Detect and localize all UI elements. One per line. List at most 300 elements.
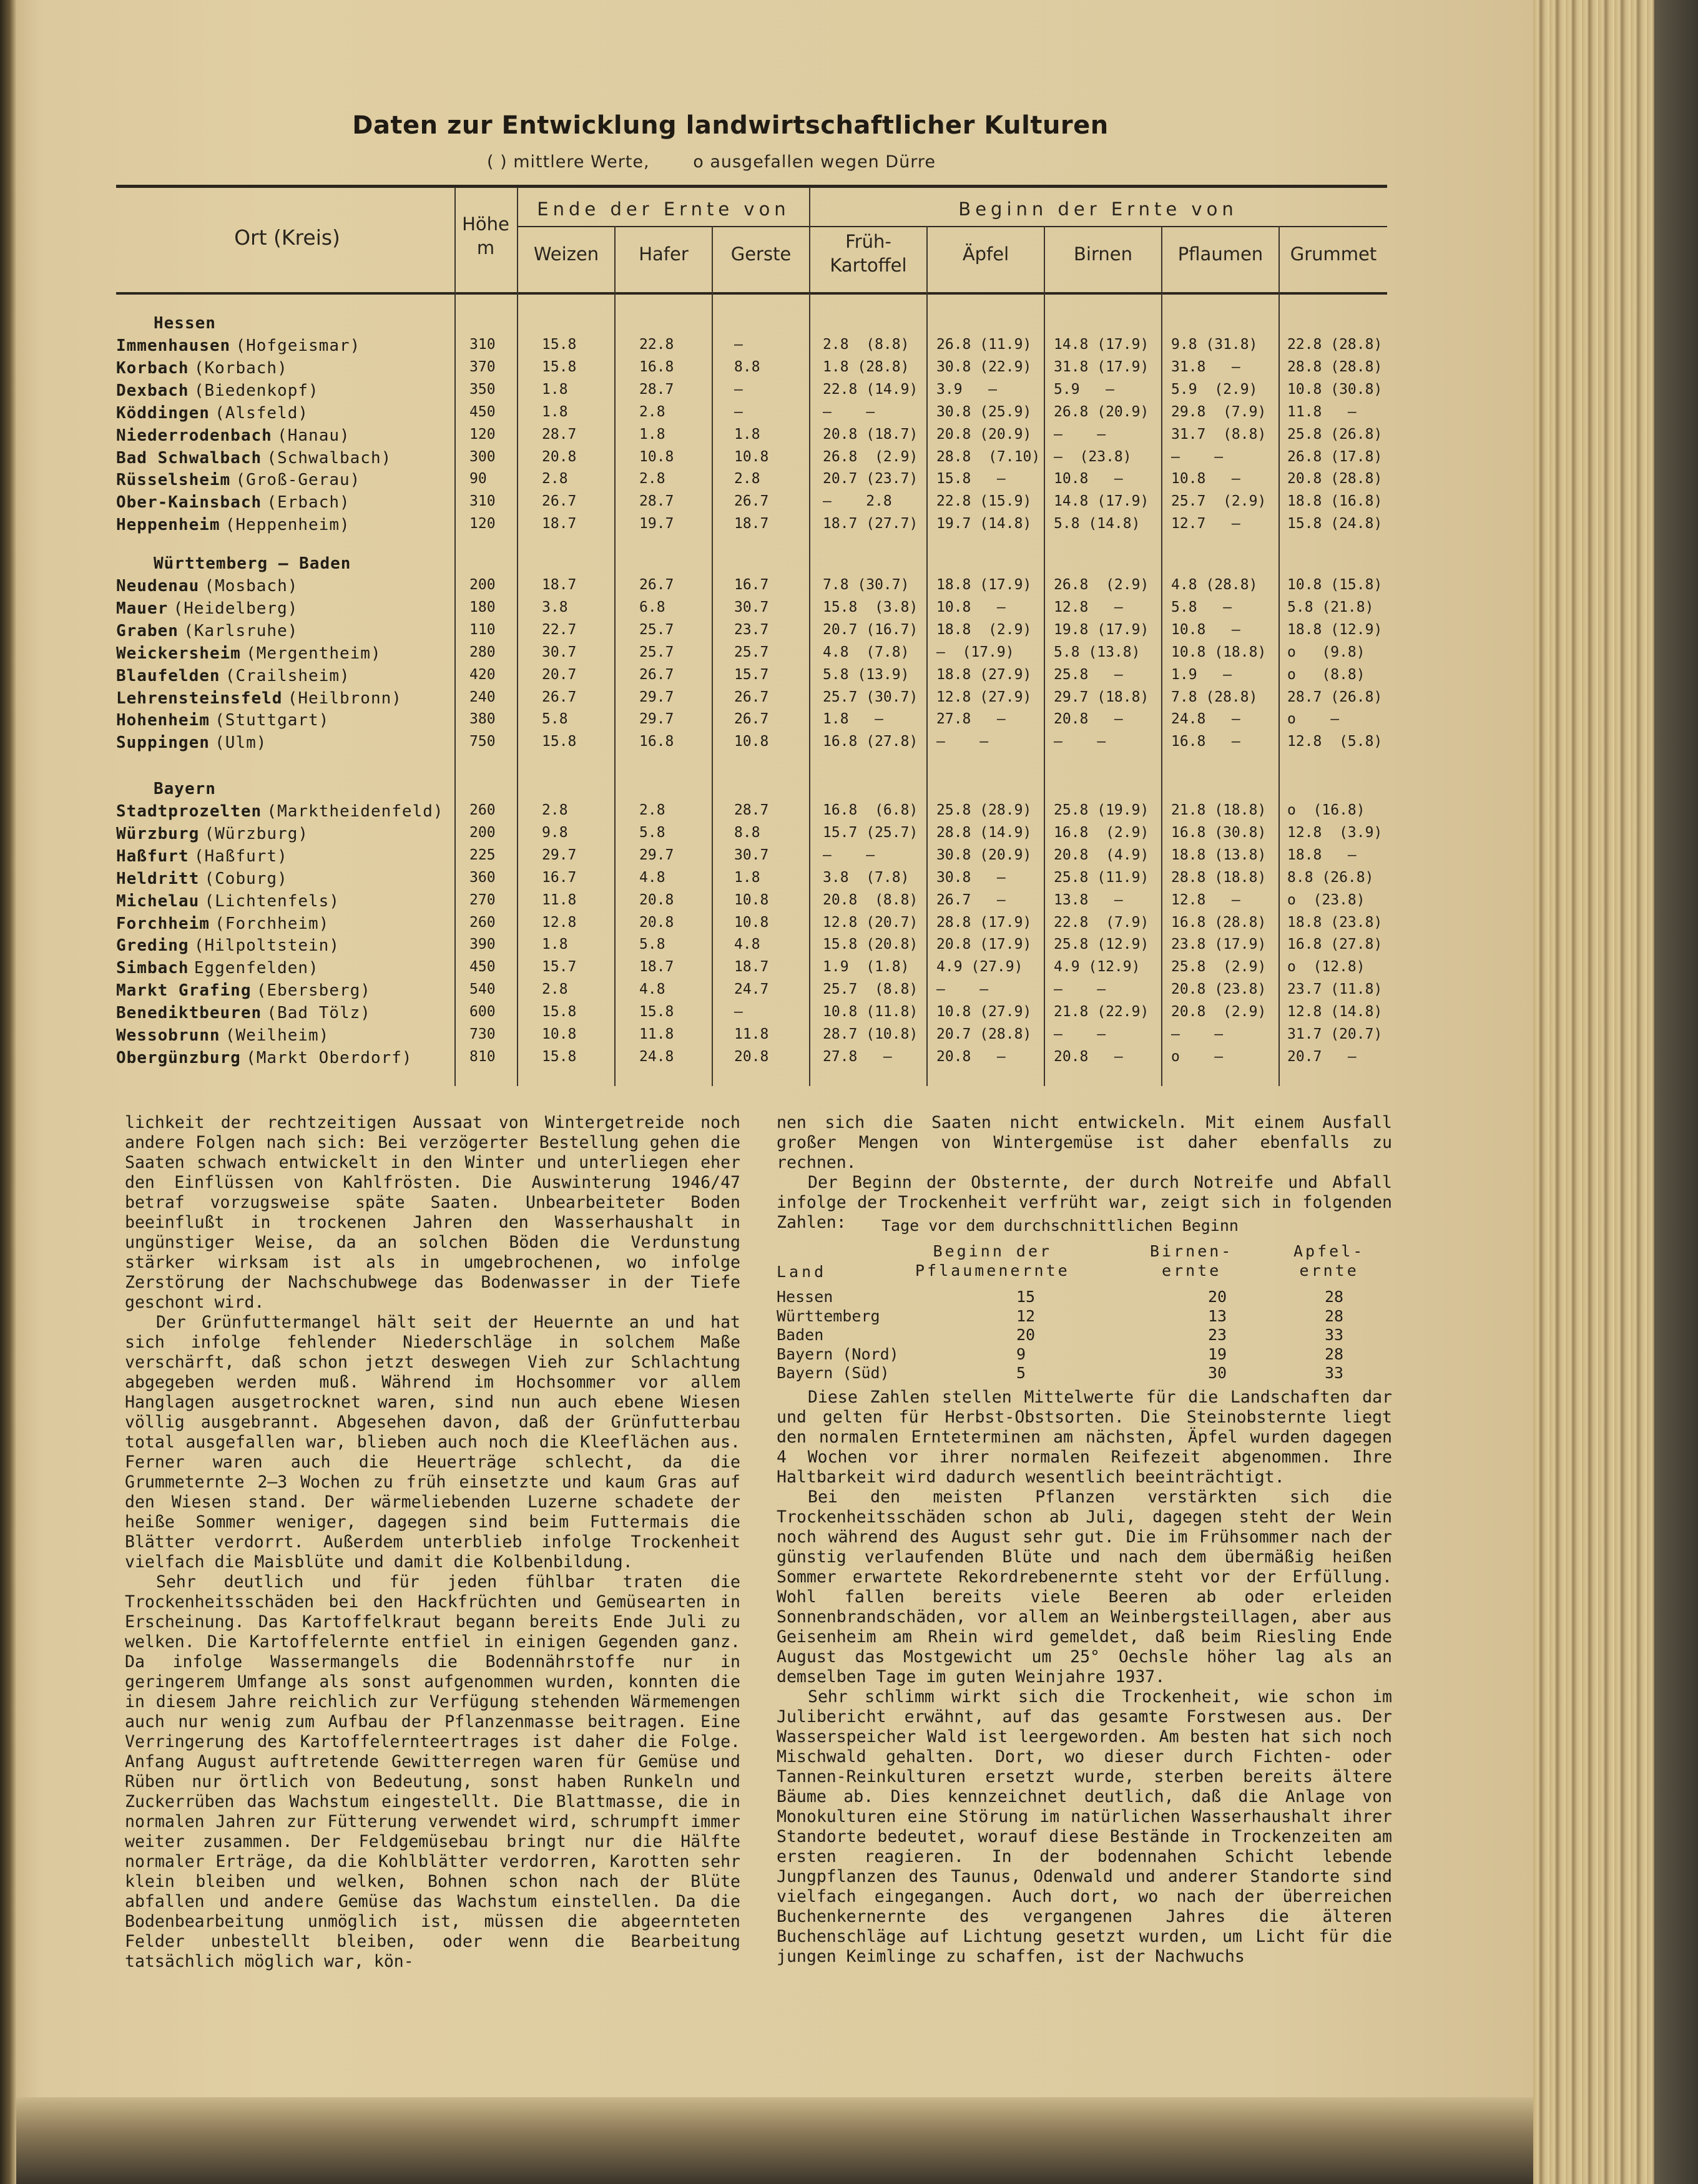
cell-ha: 29.7 <box>639 688 674 705</box>
cell-w: 10.8 <box>542 1026 577 1042</box>
row-place <box>116 426 350 445</box>
cell-fk: — 2.8 <box>823 493 892 510</box>
cell-gr: o (23.8) <box>1287 891 1365 908</box>
cell-fk: 20.7 (16.7) <box>823 621 918 638</box>
mini-table-header-land: Land <box>777 1263 827 1281</box>
header-col-fruehkartoffel-label: Früh- Kartoffel <box>830 231 907 276</box>
row-place-name: Würzburg <box>116 824 200 843</box>
cell-a: 30.8 (22.9) <box>936 358 1032 375</box>
cell-a: 10.8 — <box>936 599 1006 615</box>
mini-cell-v1: 12 <box>1016 1306 1036 1325</box>
cell-g: 11.8 <box>734 1026 769 1042</box>
cell-w: 1.8 <box>542 381 568 398</box>
cell-w: 12.8 <box>542 914 577 931</box>
cell-b: 22.8 (7.9) <box>1054 914 1149 931</box>
row-place <box>116 359 288 378</box>
cell-w: 9.8 <box>542 824 568 841</box>
cell-h: 300 <box>469 448 496 465</box>
mini-cell-v1: 9 <box>1016 1344 1026 1363</box>
row-place <box>116 599 298 618</box>
cell-w: 28.7 <box>542 426 577 443</box>
cell-g: 23.7 <box>734 621 769 638</box>
header-height-label: Höhe m <box>462 213 509 258</box>
mini-cell-land: Baden <box>777 1326 824 1344</box>
cell-b: 25.8 (12.9) <box>1054 936 1149 953</box>
row-place <box>116 667 350 685</box>
cell-gr: 20.8 (28.8) <box>1287 471 1383 487</box>
cell-h: 350 <box>469 381 496 398</box>
row-place <box>116 869 288 888</box>
cell-b: 14.8 (17.9) <box>1054 336 1149 353</box>
cell-a: — — <box>936 981 989 998</box>
cell-a: 19.7 (14.8) <box>936 516 1032 532</box>
cell-w: 18.7 <box>542 516 577 532</box>
cell-b: 26.8 (20.9) <box>1054 403 1149 420</box>
row-place <box>116 1049 413 1067</box>
cell-ha: 25.7 <box>639 621 674 638</box>
cell-p: 20.8 (23.8) <box>1171 981 1267 998</box>
cell-g: 26.7 <box>734 688 769 705</box>
cell-ha: 19.7 <box>639 516 674 532</box>
mini-cell-land: Bayern (Nord) <box>777 1344 899 1363</box>
row-place <box>116 825 308 843</box>
cell-gr: 10.8 (15.8) <box>1287 577 1383 593</box>
cell-gr: 25.8 (26.8) <box>1287 426 1383 443</box>
mini-table-header-birnen <box>1150 1241 1233 1280</box>
cell-h: 810 <box>469 1048 496 1065</box>
mini-table-header-birnen-label: Birnen- ernte <box>1150 1242 1234 1280</box>
cell-p: 7.8 (28.8) <box>1171 688 1258 705</box>
row-place-name: Dexbach <box>116 381 189 400</box>
paragraph: Der Grünfuttermangel hält seit der Heuernte an und hat sich infolge fehlender Niederschläge in solchem Maße verschärft, daß schon jetzt deswegen Vieh zur Schlachtung abgegeben werden muß. Während im Hochsommer vor allem Hanglagen ausgetrocknet waren, sind nun auch ebene Wiesen völlig ausgebrannt. Abgesehen davon, daß der Grünfutterbau total ausgefallen war, blieben auch noch die Kleeflächen aus. Ferner waren auch die Heuerträge schlecht, da die Grummeternte 2—3 Wochen zu früh einsetzte und kaum Gras auf den Wiesen stand. Der wärmeliebenden Luzerne schadete der heiße Sommer weniger, dagegen sind beim Futtermais die Blätter verdorrt. Außerdem unterblieb infolge Trockenheit vielfach die Maisblüte und damit die Kolbenbildung. <box>125 1313 740 1572</box>
row-place <box>116 802 444 821</box>
cell-a: 10.8 (27.9) <box>936 1004 1032 1021</box>
cell-ha: 26.7 <box>639 666 674 683</box>
cell-h: 420 <box>469 666 496 683</box>
column-divider <box>1161 226 1162 1086</box>
cell-w: 26.7 <box>542 493 577 510</box>
cell-ha: 24.8 <box>639 1048 674 1065</box>
cell-h: 200 <box>469 824 496 841</box>
cell-p: 29.8 (7.9) <box>1171 403 1267 420</box>
table-header-rule <box>116 292 1387 295</box>
row-place <box>116 689 402 708</box>
cell-w: 5.8 <box>542 711 568 728</box>
row-place-kreis: (Markt Oberdorf) <box>246 1048 413 1067</box>
cell-fk: — — <box>823 846 875 863</box>
cell-w: 26.7 <box>542 688 577 705</box>
cell-ha: 20.8 <box>639 914 674 931</box>
row-place-kreis: (Alsfeld) <box>215 403 309 423</box>
header-col-grummet: Grummet <box>1290 243 1377 265</box>
cell-a: 20.8 (17.9) <box>936 936 1032 953</box>
cell-g: 30.7 <box>734 846 769 863</box>
row-place-name: Köddingen <box>116 403 210 423</box>
row-place-name: Mauer <box>116 599 169 618</box>
cell-gr: 18.8 (23.8) <box>1287 914 1383 931</box>
header-col-pflaumen: Pflaumen <box>1177 243 1264 265</box>
row-place-name: Rüsselsheim <box>116 471 231 490</box>
row-place-name: Bad Schwalbach <box>116 448 262 468</box>
cell-w: 11.8 <box>542 891 577 908</box>
cell-gr: 22.8 (28.8) <box>1287 336 1383 353</box>
row-place-name: Michelau <box>116 891 200 911</box>
row-place-name: Simbach <box>116 959 189 978</box>
cell-fk: 22.8 (14.9) <box>823 381 918 398</box>
column-divider <box>712 226 713 1086</box>
cell-fk: 4.8 (7.8) <box>823 644 910 660</box>
row-place <box>116 622 298 640</box>
cell-h: 730 <box>469 1026 496 1042</box>
cell-h: 310 <box>469 336 496 353</box>
row-place-name: Greding <box>116 936 189 956</box>
region-heading: Hessen <box>154 314 216 333</box>
cell-h: 260 <box>469 802 496 818</box>
row-place-name: Benediktbeuren <box>116 1004 262 1023</box>
row-place-kreis: (Heidelberg) <box>173 599 298 618</box>
cell-p: 25.7 (2.9) <box>1171 493 1267 510</box>
cell-a: 4.9 (27.9) <box>936 959 1023 976</box>
row-place-kreis: (Crailsheim) <box>225 666 350 685</box>
book-cover-edge <box>1654 0 1698 2184</box>
row-place-kreis: (Groß-Gerau) <box>235 471 361 490</box>
row-place-kreis: (Hanau) <box>277 426 350 445</box>
cell-fk: — — <box>823 403 875 420</box>
cell-p: 25.8 (2.9) <box>1171 959 1267 976</box>
cell-ha: 26.7 <box>639 577 674 593</box>
cell-g: 25.7 <box>734 644 769 660</box>
header-col-birnen: Birnen <box>1074 243 1132 265</box>
cell-gr: 18.8 — <box>1287 846 1357 863</box>
cell-p: o — <box>1171 1048 1224 1065</box>
cell-h: 90 <box>469 471 487 487</box>
cell-h: 280 <box>469 644 496 660</box>
page-subtitle <box>487 152 973 172</box>
mini-table-header-pflaumen <box>915 1241 1070 1280</box>
cell-gr: 15.8 (24.8) <box>1287 516 1383 532</box>
cell-p: 12.7 — <box>1171 516 1240 532</box>
cell-h: 120 <box>469 426 496 443</box>
cell-p: 31.8 — <box>1171 358 1240 375</box>
row-place-name: Obergünzburg <box>116 1048 241 1067</box>
header-col-hafer: Hafer <box>639 243 689 265</box>
legend-note-failed: o ausgefallen wegen Dürre <box>693 152 936 172</box>
row-place-name: Blaufelden <box>116 666 220 685</box>
region-heading: Bayern <box>154 780 216 798</box>
row-place-kreis: (Haßfurt) <box>194 846 288 866</box>
cell-h: 260 <box>469 914 496 931</box>
header-col-weizen: Weizen <box>533 243 599 265</box>
cell-w: 15.8 <box>542 1048 577 1065</box>
page-bottom-edge <box>16 2097 1533 2184</box>
mini-table-header-apfel <box>1293 1241 1365 1280</box>
cell-p: 4.8 (28.8) <box>1171 577 1258 593</box>
row-place-name: Haßfurt <box>116 846 189 866</box>
cell-ha: 25.7 <box>639 644 674 660</box>
cell-b: 25.8 (11.9) <box>1054 869 1149 886</box>
cell-g: 30.7 <box>734 599 769 615</box>
cell-p: 16.8 (30.8) <box>1171 824 1267 841</box>
cell-a: 27.8 — <box>936 711 1006 728</box>
header-col-aepfel: Äpfel <box>962 243 1009 265</box>
header-begin-group: Beginn der Ernte von <box>958 198 1238 220</box>
row-place <box>116 914 329 933</box>
cell-h: 370 <box>469 358 496 375</box>
row-place-name: Hohenheim <box>116 711 210 730</box>
column-divider <box>614 226 616 1086</box>
cell-gr: 20.7 — <box>1287 1048 1357 1065</box>
cell-gr: 12.8 (3.9) <box>1287 824 1383 841</box>
row-place-kreis: (Ebersberg) <box>256 981 371 1001</box>
row-place-name: Stadtprozelten <box>116 802 262 821</box>
mini-cell-land: Hessen <box>777 1288 833 1306</box>
column-divider <box>926 226 928 1086</box>
cell-b: 19.8 (17.9) <box>1054 621 1149 638</box>
cell-ha: 15.8 <box>639 1004 674 1021</box>
cell-h: 450 <box>469 959 496 976</box>
cell-a: — (17.9) <box>936 644 1014 660</box>
cell-g: 10.8 <box>734 891 769 908</box>
cell-w: 15.7 <box>542 959 577 976</box>
row-place <box>116 936 340 955</box>
cell-ha: 2.8 <box>639 403 665 420</box>
cell-a: 18.8 (17.9) <box>936 577 1032 593</box>
row-place-name: Heldritt <box>116 869 200 888</box>
cell-a: 30.8 (25.9) <box>936 403 1032 420</box>
row-place <box>116 981 371 1000</box>
cell-gr: 18.8 (16.8) <box>1287 493 1383 510</box>
cell-g: 16.7 <box>734 577 769 593</box>
cell-gr: 10.8 (30.8) <box>1287 381 1383 398</box>
cell-w: 2.8 <box>542 471 568 487</box>
cell-b: 4.9 (12.9) <box>1054 959 1141 976</box>
row-place <box>116 733 267 752</box>
header-height <box>456 212 516 260</box>
cell-ha: 29.7 <box>639 846 674 863</box>
cell-fk: 1.8 (28.8) <box>823 358 910 375</box>
cell-gr: 18.8 (12.9) <box>1287 621 1383 638</box>
mini-table-header-pflaumen-label: Beginn der Pflaumenernte <box>915 1242 1070 1280</box>
mini-cell-v1: 20 <box>1016 1326 1036 1344</box>
legend-note-mean: ( ) mittlere Werte, <box>487 152 650 172</box>
cell-b: 5.8 (14.8) <box>1054 516 1141 532</box>
cell-g: 18.7 <box>734 516 769 532</box>
page-title: Daten zur Entwicklung landwirtschaftlicher Kulturen <box>352 111 1109 140</box>
row-place-name: Neudenau <box>116 577 200 595</box>
cell-b: — — <box>1054 426 1106 443</box>
cell-h: 360 <box>469 869 496 886</box>
cell-fk: 5.8 (13.9) <box>823 666 910 683</box>
cell-ha: 28.7 <box>639 493 674 510</box>
cell-a: 12.8 (27.9) <box>936 688 1032 705</box>
cell-b: 31.8 (17.9) <box>1054 358 1149 375</box>
row-place-kreis: (Würzburg) <box>204 824 309 843</box>
cell-h: 540 <box>469 981 496 998</box>
row-place-name: Lehrensteinsfeld <box>116 688 283 708</box>
paragraph: Bei den meisten Pflanzen verstärkten sich die Trockenheitsschäden schon ab Juli, dagegen steht der Wein noch während des August sehr gut. Die im Frühsommer nach der günstig verlaufenden Blüte und nach dem übermäßig heißen Sommer erwartete Rekordrebenernte steht vor der Erfüllung. Wohl fallen bereits viele Beeren ab oder erleiden Sonnenbrandschäden, vor allem an Weinbergsteillagen, aber aus Geisenheim am Rhein wird gemeldet, daß beim Riesling Ende August das Mostgewicht um 25° Oechsle höher lag als an demselben Tage im guten Weinjahre 1937. <box>777 1487 1392 1687</box>
cell-g: 10.8 <box>734 733 769 750</box>
mini-cell-v3: 33 <box>1325 1364 1344 1382</box>
cell-h: 750 <box>469 733 496 750</box>
cell-p: 5.8 — <box>1171 599 1232 615</box>
cell-fk: 3.8 (7.8) <box>823 869 910 886</box>
cell-g: — <box>734 336 743 353</box>
cell-h: 600 <box>469 1004 496 1021</box>
row-place-kreis: (Forchheim) <box>215 914 330 933</box>
cell-gr: o (16.8) <box>1287 802 1365 818</box>
cell-fk: 16.8 (6.8) <box>823 802 918 818</box>
column-divider <box>1278 226 1280 1086</box>
end-group-rule <box>518 226 809 227</box>
cell-p: 10.8 — <box>1171 471 1240 487</box>
cell-w: 3.8 <box>542 599 568 615</box>
row-place <box>116 1004 371 1022</box>
row-place-name: Niederrodenbach <box>116 426 272 445</box>
cell-fk: 12.8 (20.7) <box>823 914 918 931</box>
cell-fk: 7.8 (30.7) <box>823 577 910 593</box>
cell-b: — (23.8) <box>1054 448 1132 465</box>
paragraph: Diese Zahlen stellen Mittelwerte für die Landschaften dar und gelten für Herbst-Obstsorten. Die Steinobsternte liegt den normalen Ernteterminen am nächsten, Äpfel wurden dagegen 4 Wochen vor ihrer normalen Reifezeit abgenommen. Ihre Haltbarkeit wird dadurch wesentlich beeinträchtigt. <box>777 1388 1392 1487</box>
cell-g: 18.7 <box>734 959 769 976</box>
row-place-name: Immenhausen <box>116 336 231 355</box>
cell-g: 26.7 <box>734 711 769 728</box>
row-place <box>116 711 329 730</box>
cell-g: 20.8 <box>734 1048 769 1065</box>
cell-gr: 12.8 (5.8) <box>1287 733 1383 750</box>
cell-fk: 1.8 — <box>823 711 883 728</box>
row-place-name: Wessobrunn <box>116 1026 220 1045</box>
row-place-kreis: (Korbach) <box>194 358 288 378</box>
region-heading: Württemberg — Baden <box>154 554 351 573</box>
cell-b: 16.8 (2.9) <box>1054 824 1149 841</box>
cell-fk: 2.8 (8.8) <box>823 336 910 353</box>
cell-gr: 31.7 (20.7) <box>1287 1026 1383 1042</box>
cell-b: 14.8 (17.9) <box>1054 493 1149 510</box>
cell-gr: o (8.8) <box>1287 666 1365 683</box>
cell-b: 12.8 — <box>1054 599 1123 615</box>
cell-fk: 15.8 (3.8) <box>823 599 918 615</box>
row-place-kreis: (Lichtenfels) <box>204 891 340 911</box>
cell-b: — — <box>1054 733 1106 750</box>
cell-p: 10.8 (18.8) <box>1171 644 1267 660</box>
cell-gr: 12.8 (14.8) <box>1287 1004 1383 1021</box>
row-place-name: Suppingen <box>116 733 210 753</box>
cell-gr: o (9.8) <box>1287 644 1365 660</box>
cell-a: 26.8 (11.9) <box>936 336 1032 353</box>
cell-ha: 6.8 <box>639 599 665 615</box>
cell-p: 23.8 (17.9) <box>1171 936 1267 953</box>
cell-a: 20.8 (20.9) <box>936 426 1032 443</box>
column-divider <box>809 187 810 1086</box>
cell-w: 1.8 <box>542 403 568 420</box>
column-divider <box>454 187 456 1086</box>
row-place <box>116 449 391 468</box>
cell-h: 310 <box>469 493 496 510</box>
row-place <box>116 404 308 423</box>
cell-h: 390 <box>469 936 496 953</box>
paragraph: Sehr schlimm wirkt sich die Trockenheit, wie schon im Julibericht erwähnt, auf das gesamte Forstwesen aus. Der Wasserspeicher Wald ist leergeworden. Am besten hat sich noch Mischwald gehalten. Dort, wo dieser durch Fichten- oder Tannen-Reinkulturen ersetzt wurde, sterben bereits ältere Bäume ab. Dies kennzeichnet deutlich, daß die Anlage von Monokulturen eine Störung im natürlichen Wasserhaushalt ihrer Standorte bedeutet, worauf diese Bestände in Trockenzeiten am ersten reagieren. In der bodennahen Schicht lebende Jungpflanzen des Taunus, Odenwald und anderer Standorte sind vielfach eingegangen. Auch dort, wo nach der überreichen Buchenkernernte des vergangenen Jahres die älteren Buchenschläge auf Lichtung gesetzt wurden, um Licht für die jungen Keimlinge zu schaffen, ist der Nachwuchs <box>777 1687 1392 1966</box>
cell-h: 110 <box>469 621 496 638</box>
cell-fk: 26.8 (2.9) <box>823 448 918 465</box>
cell-ha: 5.8 <box>639 936 665 953</box>
cell-gr: 23.7 (11.8) <box>1287 981 1383 998</box>
cell-w: 1.8 <box>542 936 568 953</box>
cell-g: 28.7 <box>734 802 769 818</box>
mini-cell-v3: 28 <box>1325 1344 1344 1363</box>
cell-b: 10.8 — <box>1054 471 1123 487</box>
mini-table-header-apfel-label: Apfel- ernte <box>1293 1242 1365 1280</box>
row-place-name: Ober-Kainsbach <box>116 493 262 512</box>
cell-fk: 1.9 (1.8) <box>823 959 910 976</box>
row-place-kreis: (Hofgeismar) <box>235 336 361 355</box>
row-place-kreis: (Schwalbach) <box>267 448 392 468</box>
cell-gr: 16.8 (27.8) <box>1287 936 1383 953</box>
cell-b: 25.8 — <box>1054 666 1123 683</box>
cell-p: — — <box>1171 1026 1224 1042</box>
paragraph: Der Beginn der Obsternte, der durch Notreife und Abfall infolge der Trockenheit verfrüht war, zeigt sich in folgenden Zahlen: <box>777 1173 1392 1232</box>
cell-w: 15.8 <box>542 358 577 375</box>
row-place-name: Graben <box>116 621 179 640</box>
text-column-right-bottom <box>777 1388 1392 1967</box>
cell-a: 18.8 (2.9) <box>936 621 1032 638</box>
cell-ha: 4.8 <box>639 981 665 998</box>
row-place-name: Markt Grafing <box>116 981 252 1001</box>
cell-fk: 18.7 (27.7) <box>823 516 918 532</box>
cell-w: 2.8 <box>542 802 568 818</box>
cell-ha: 29.7 <box>639 711 674 728</box>
cell-ha: 10.8 <box>639 448 674 465</box>
mini-cell-v2: 13 <box>1208 1306 1227 1325</box>
row-place-kreis: (Biedenkopf) <box>194 381 319 400</box>
mini-cell-v2: 23 <box>1208 1326 1227 1344</box>
row-place-kreis: (Hilpoltstein) <box>194 936 340 956</box>
cell-b: 21.8 (22.9) <box>1054 1004 1149 1021</box>
cell-ha: 2.8 <box>639 471 665 487</box>
mini-cell-land: Bayern (Süd) <box>777 1364 890 1382</box>
cell-fk: 25.7 (30.7) <box>823 688 918 705</box>
row-place-kreis: (Coburg) <box>204 869 288 888</box>
cell-p: 21.8 (18.8) <box>1171 802 1267 818</box>
cell-w: 15.8 <box>542 336 577 353</box>
cell-a: 26.7 — <box>936 891 1006 908</box>
mini-cell-v2: 19 <box>1208 1344 1227 1363</box>
cell-fk: 15.8 (20.8) <box>823 936 918 953</box>
header-end-group: Ende der Ernte von <box>537 198 790 220</box>
cell-ha: 16.8 <box>639 358 674 375</box>
row-place <box>116 577 298 595</box>
cell-w: 16.7 <box>542 869 577 886</box>
paragraph: nen sich die Saaten nicht entwickeln. Mit einem Ausfall großer Mengen von Wintergemüse ist daher ebenfalls zu rechnen. <box>777 1113 1392 1172</box>
column-divider <box>1044 226 1045 1086</box>
cell-gr: 28.7 (26.8) <box>1287 688 1383 705</box>
cell-h: 225 <box>469 846 496 863</box>
row-place-name: Weickersheim <box>116 644 241 663</box>
cell-a: 28.8 (7.10) <box>936 448 1041 465</box>
cell-fk: 16.8 (27.8) <box>823 733 918 750</box>
cell-p: 28.8 (18.8) <box>1171 869 1267 886</box>
cell-b: 13.8 — <box>1054 891 1123 908</box>
cell-ha: 2.8 <box>639 802 665 818</box>
cell-fk: 27.8 — <box>823 1048 892 1065</box>
cell-p: 12.8 — <box>1171 891 1240 908</box>
cell-w: 20.7 <box>542 666 577 683</box>
cell-p: 10.8 — <box>1171 621 1240 638</box>
cell-ha: 1.8 <box>639 426 665 443</box>
cell-ha: 16.8 <box>639 733 674 750</box>
row-place <box>116 381 319 400</box>
cell-b: 29.7 (18.8) <box>1054 688 1149 705</box>
cell-b: 20.8 — <box>1054 711 1123 728</box>
